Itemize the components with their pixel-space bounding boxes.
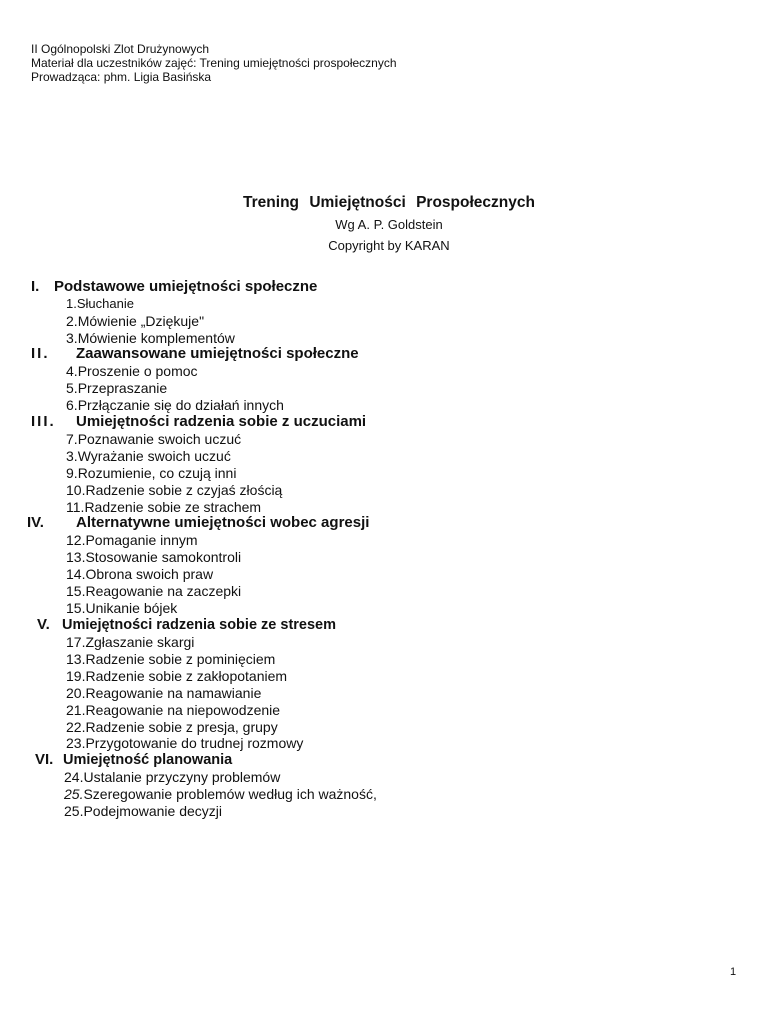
page-number: 1 xyxy=(730,966,737,978)
item-text: Reagowanie na zaczepki xyxy=(85,582,242,599)
list-item xyxy=(66,465,236,481)
list-item xyxy=(66,634,194,650)
list-item xyxy=(66,296,134,312)
list-item xyxy=(66,566,213,582)
section-heading xyxy=(27,514,369,531)
section-title: Alternatywne umiejętności wobec agresji xyxy=(76,514,370,531)
item-text: Radzenie sobie z zakłopotaniem xyxy=(85,667,288,684)
item-text: Wyrażanie swoich uczuć xyxy=(77,447,231,464)
list-item xyxy=(66,651,275,667)
item-number: 17. xyxy=(66,634,86,650)
item-text: Przłączanie się do działań innych xyxy=(77,396,284,413)
section-heading xyxy=(31,413,366,430)
item-text: Stosowanie samokontroli xyxy=(85,548,242,565)
section-heading xyxy=(37,616,336,634)
section-title: Podstawowe umiejętności społeczne xyxy=(54,278,318,295)
list-item xyxy=(66,600,177,616)
list-item xyxy=(66,719,278,735)
header-line-instructor: Prowadząca: phm. Ligia Basińska xyxy=(31,70,212,84)
item-number: 6. xyxy=(66,396,78,413)
item-number: 7. xyxy=(66,431,78,447)
item-text: Podejmowanie decyzji xyxy=(83,802,222,819)
list-item xyxy=(66,668,287,684)
list-item xyxy=(66,702,280,718)
item-number: 4. xyxy=(66,363,78,379)
list-item xyxy=(64,803,222,819)
item-text: Przygotowanie do trudnej rozmowy xyxy=(85,735,304,752)
item-text: Mówienie komplementów xyxy=(77,329,235,346)
document-title: Trening Umiejętności Prospołecznych xyxy=(243,194,535,211)
item-text: Radzenie sobie z czyjaś złością xyxy=(85,481,283,498)
section-title: Umiejętności radzenia sobie ze stresem xyxy=(62,617,336,633)
list-item xyxy=(66,549,241,565)
document-header xyxy=(31,42,397,84)
list-item xyxy=(66,583,241,599)
section-heading xyxy=(31,278,317,295)
item-text: Obrona swoich praw xyxy=(85,565,214,582)
item-number: 24. xyxy=(64,769,84,785)
item-number: 1. xyxy=(66,296,77,311)
item-number: 25. xyxy=(64,802,84,819)
section-title: Zaawansowane umiejętności społeczne xyxy=(76,345,359,362)
list-item xyxy=(66,532,198,548)
list-item xyxy=(66,363,198,379)
section-number: IV. xyxy=(27,514,44,531)
item-text: Rozumienie, co czują inni xyxy=(77,464,237,481)
item-number: 13. xyxy=(66,650,86,667)
item-number: 15. xyxy=(66,582,86,599)
title-block xyxy=(0,192,768,256)
section-heading xyxy=(31,345,359,362)
item-number: 2. xyxy=(66,312,78,329)
document-author: Wg A. P. Goldstein xyxy=(335,217,443,232)
item-text: Reagowanie na niepowodzenie xyxy=(85,701,281,718)
item-text: Ustalanie przyczyny problemów xyxy=(83,769,281,785)
item-text: Pomaganie innym xyxy=(85,532,198,548)
section-number: I. xyxy=(31,278,40,295)
list-item xyxy=(66,380,167,396)
item-text: Proszenie o pomoc xyxy=(77,363,198,379)
item-text: Szeregowanie problemów według ich ważność, xyxy=(83,785,377,802)
item-number: 3. xyxy=(66,329,78,346)
section-title: Umiejętności radzenia sobie z uczuciami xyxy=(76,413,367,430)
header-line-material: Materiał dla uczestników zajęć: Trening umiejętności prospołecznych xyxy=(31,56,397,70)
header-line-event: II Ogólnopolski Zlot Drużynowych xyxy=(31,42,210,56)
list-item xyxy=(64,769,280,785)
list-item xyxy=(66,448,231,464)
item-number: 9. xyxy=(66,464,78,481)
item-text: Słuchanie xyxy=(76,296,134,311)
item-number: 15. xyxy=(66,599,86,616)
section-number: III. xyxy=(31,413,56,430)
item-text: Reagowanie na namawianie xyxy=(85,684,262,701)
list-item xyxy=(66,397,284,413)
section-number: V. xyxy=(37,616,50,633)
section-number: II. xyxy=(31,345,50,362)
section-title: Umiejętność planowania xyxy=(63,752,233,768)
list-item xyxy=(66,313,204,329)
item-text: Przepraszanie xyxy=(77,379,168,396)
item-number: 19. xyxy=(66,667,86,684)
item-number: 13. xyxy=(66,548,86,565)
item-number: 12. xyxy=(66,532,86,548)
list-item xyxy=(66,431,241,447)
section-number: VI. xyxy=(35,751,54,768)
document-copyright: Copyright by KARAN xyxy=(328,238,450,253)
list-item xyxy=(66,330,235,346)
item-text: Unikanie bójek xyxy=(85,599,178,616)
item-number: 10. xyxy=(66,481,86,498)
item-number: 5. xyxy=(66,379,78,396)
section-heading xyxy=(35,751,232,769)
item-number: 20. xyxy=(66,684,86,701)
item-number: 23. xyxy=(66,735,86,752)
item-number: 25. xyxy=(64,785,84,802)
list-item xyxy=(66,735,303,751)
list-item xyxy=(66,499,261,515)
item-text: Mówienie „Dziękuje" xyxy=(77,312,205,329)
item-text: Poznawanie swoich uczuć xyxy=(77,431,242,447)
list-item xyxy=(66,685,261,701)
item-number: 21. xyxy=(66,701,86,718)
list-item xyxy=(64,786,377,802)
item-text: Radzenie sobie z pominięciem xyxy=(85,650,276,667)
item-number: 14. xyxy=(66,565,86,582)
item-text: Radzenie sobie z presja, grupy xyxy=(85,718,278,735)
item-number: 3. xyxy=(66,447,78,464)
item-number: 11. xyxy=(66,498,85,515)
list-item xyxy=(66,482,282,498)
item-number: 22. xyxy=(66,718,86,735)
item-text: Zgłaszanie skargi xyxy=(85,634,195,650)
item-text: Radzenie sobie ze strachem xyxy=(84,498,262,515)
